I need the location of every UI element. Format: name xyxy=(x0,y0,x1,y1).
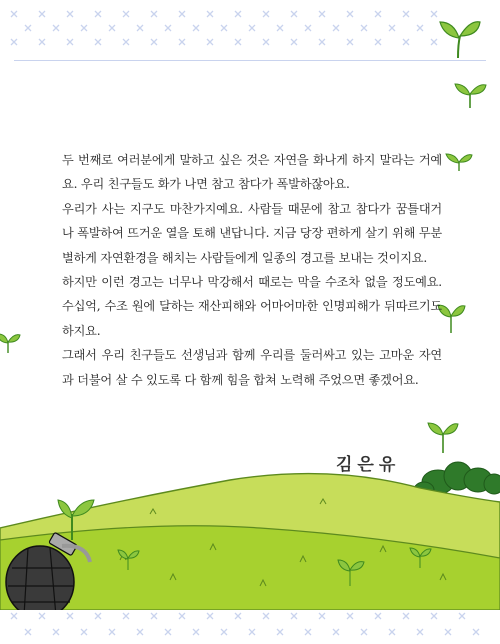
x-mark xyxy=(347,39,353,45)
bottom-x-pattern xyxy=(0,606,500,644)
x-mark xyxy=(53,25,59,31)
x-mark xyxy=(179,39,185,45)
x-mark xyxy=(235,613,241,619)
x-mark xyxy=(319,613,325,619)
x-mark xyxy=(319,39,325,45)
sprout-icon xyxy=(452,80,488,110)
x-mark xyxy=(403,613,409,619)
x-mark xyxy=(193,629,199,635)
x-mark xyxy=(319,11,325,17)
paragraph: 우리가 사는 지구도 마찬가지예요. 사람들 때문에 참고 참다가 꿈틀대거나 폭발하여 뜨거운 열을 토해 낸답니다. 지금 당장 편하게 살기 위해 무분별하게 자연환경을 해치는 사람들에게 일종의 경고를 보내는 것이지요. xyxy=(62,201,442,265)
x-mark xyxy=(151,613,157,619)
x-mark xyxy=(263,613,269,619)
x-mark xyxy=(473,629,479,635)
x-mark xyxy=(249,25,255,31)
top-divider-line xyxy=(14,60,486,61)
x-mark xyxy=(109,25,115,31)
x-mark xyxy=(11,11,17,17)
sprout-icon xyxy=(436,14,482,60)
x-mark xyxy=(179,11,185,17)
x-mark xyxy=(263,11,269,17)
x-mark xyxy=(207,613,213,619)
hill-illustration xyxy=(0,440,500,610)
x-mark xyxy=(25,25,31,31)
x-mark xyxy=(305,25,311,31)
x-mark xyxy=(67,613,73,619)
paragraph: 하지만 이런 경고는 너무나 막강해서 때로는 막을 수조차 없을 정도예요. 수십억, 수조 원에 달하는 재산피해와 어마어마한 인명피해가 뒤따르기도 하지요. xyxy=(62,275,442,338)
x-mark xyxy=(403,11,409,17)
x-mark xyxy=(165,25,171,31)
x-mark xyxy=(39,613,45,619)
x-mark xyxy=(305,629,311,635)
x-mark xyxy=(221,629,227,635)
x-mark xyxy=(137,629,143,635)
x-mark xyxy=(361,629,367,635)
x-mark xyxy=(277,25,283,31)
x-mark xyxy=(109,629,115,635)
x-mark xyxy=(95,39,101,45)
x-mark xyxy=(11,39,17,45)
x-mark xyxy=(403,39,409,45)
x-mark xyxy=(95,613,101,619)
x-mark xyxy=(361,25,367,31)
paragraph: 두 번째로 여러분에게 말하고 싶은 것은 자연을 화나게 하지 말라는 거예요. 우리 친구들도 화가 나면 참고 참다가 폭발하잖아요. xyxy=(62,153,442,192)
x-mark xyxy=(347,613,353,619)
x-mark xyxy=(25,629,31,635)
x-mark xyxy=(333,629,339,635)
x-mark xyxy=(347,11,353,17)
x-mark xyxy=(207,11,213,17)
x-mark xyxy=(81,25,87,31)
top-x-pattern xyxy=(0,0,500,62)
x-mark xyxy=(207,39,213,45)
x-mark xyxy=(375,613,381,619)
x-mark xyxy=(137,25,143,31)
sprout-icon xyxy=(444,150,474,172)
x-mark xyxy=(445,629,451,635)
x-mark xyxy=(235,39,241,45)
x-mark xyxy=(375,11,381,17)
author-signature: 김은유 xyxy=(336,455,401,475)
body-text xyxy=(62,148,442,392)
x-mark xyxy=(389,25,395,31)
x-mark xyxy=(151,11,157,17)
x-mark xyxy=(291,39,297,45)
x-mark xyxy=(123,11,129,17)
x-mark xyxy=(179,613,185,619)
x-mark xyxy=(235,11,241,17)
x-mark xyxy=(193,25,199,31)
x-mark xyxy=(263,39,269,45)
x-mark xyxy=(11,613,17,619)
x-mark xyxy=(123,39,129,45)
x-mark xyxy=(249,629,255,635)
x-mark xyxy=(95,11,101,17)
x-mark xyxy=(417,25,423,31)
x-mark xyxy=(67,11,73,17)
x-mark xyxy=(39,11,45,17)
x-mark xyxy=(277,629,283,635)
x-mark xyxy=(39,39,45,45)
x-mark xyxy=(333,25,339,31)
x-mark xyxy=(291,613,297,619)
x-mark xyxy=(67,39,73,45)
sprout-icon xyxy=(0,330,22,354)
paragraph: 그래서 우리 친구들도 선생님과 함께 우리를 둘러싸고 있는 고마운 자연과 더불어 살 수 있도록 다 함께 힘을 합쳐 노력해 주었으면 좋겠어요. xyxy=(62,348,442,387)
x-mark xyxy=(375,39,381,45)
x-mark xyxy=(53,629,59,635)
x-mark xyxy=(291,11,297,17)
x-mark xyxy=(221,25,227,31)
x-mark xyxy=(151,39,157,45)
x-mark xyxy=(165,629,171,635)
x-mark xyxy=(389,629,395,635)
x-mark xyxy=(459,613,465,619)
x-mark xyxy=(123,613,129,619)
x-mark xyxy=(81,629,87,635)
x-mark xyxy=(417,629,423,635)
x-mark xyxy=(431,613,437,619)
